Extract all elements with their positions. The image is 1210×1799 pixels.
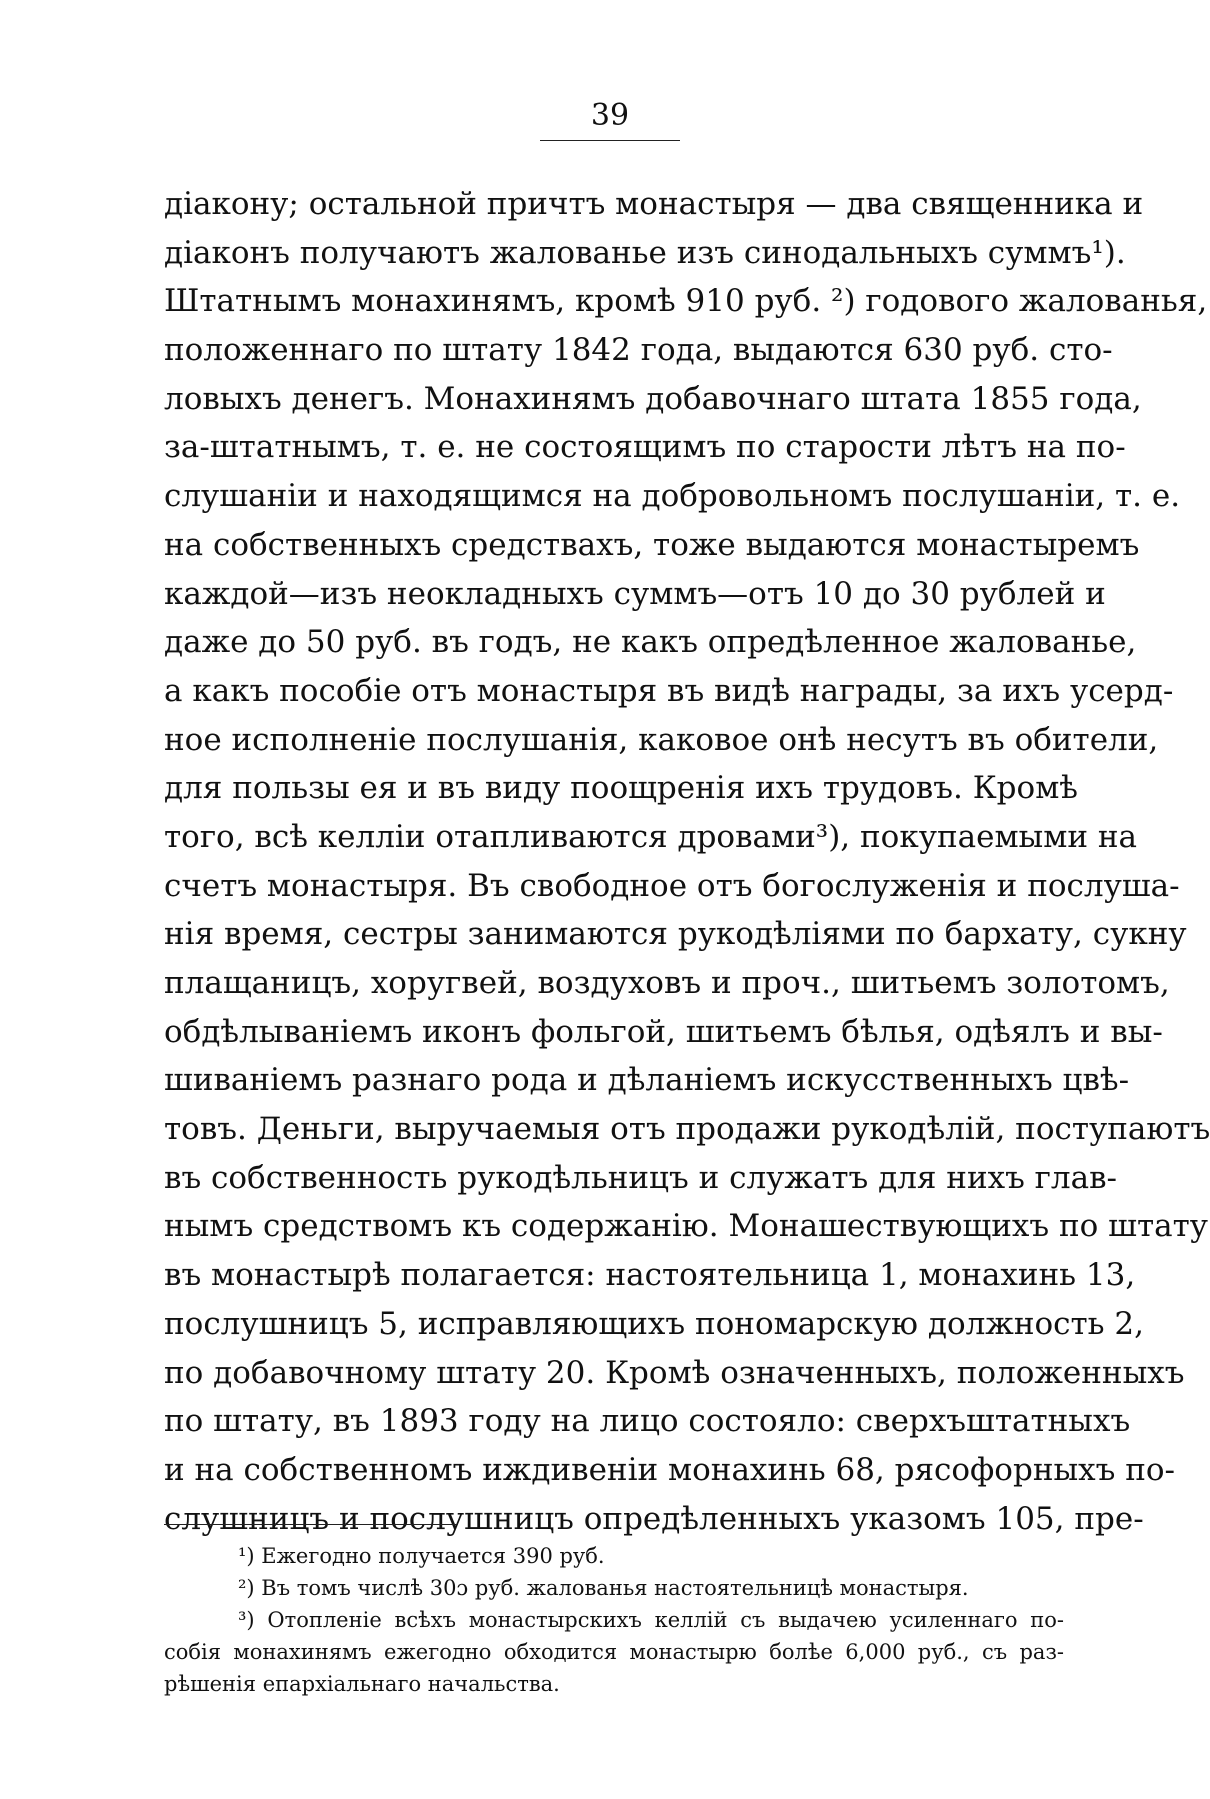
body-text <box>164 180 1210 1543</box>
body-line: послушницъ 5, исправляющихъ пономарскую должность 2, <box>164 1305 1144 1342</box>
body-line: Штатнымъ монахинямъ, кромѣ 910 руб. ²) годового жалованья, <box>164 283 1208 320</box>
body-line: а какъ пособіе отъ монастыря въ видѣ награды, за ихъ усерд- <box>164 672 1174 709</box>
body-line: на собственныхъ средствахъ, тоже выдаются монастыремъ <box>164 526 1140 563</box>
footnote-2: ²) Въ томъ числѣ 30ɔ руб. жалованья настоятельницѣ монастыря. <box>238 1576 969 1600</box>
footnote-3-end: рѣшенія епархіальнаго начальства. <box>164 1672 560 1696</box>
body-line: діаконъ получаютъ жалованье изъ синодальныхъ суммъ¹). <box>164 234 1126 271</box>
footnote-3-continued: собія монахинямъ ежегодно обходится монастырю болѣе 6,000 руб., съ раз- <box>164 1640 1064 1664</box>
body-line: по штату, въ 1893 году на лицо состояло: сверхъштатныхъ <box>164 1403 1131 1440</box>
footnote-3: ³) Отопленіе всѣхъ монастырскихъ келлій съ выдачею усиленнаго по- <box>238 1608 1064 1632</box>
body-line: слушаніи и находящимся на добровольномъ послушаніи, т. е. <box>164 478 1181 515</box>
body-line: за-штатнымъ, т. е. не состоящимъ по старости лѣтъ на по- <box>164 429 1126 466</box>
body-line: для пользы ея и въ виду поощренія ихъ трудовъ. Кромѣ <box>164 770 1079 807</box>
body-line: ное исполненіе послушанія, каковое онѣ несутъ въ обители, <box>164 721 1159 758</box>
footnote-1: ¹) Ежегодно получается 390 руб. <box>238 1544 605 1568</box>
body-line: обдѣлываніемъ иконъ фольгой, шитьемъ бѣлья, одѣялъ и вы- <box>164 1013 1163 1050</box>
footnotes <box>164 1540 1064 1700</box>
body-line: плащаницъ, хоругвей, воздуховъ и проч., шитьемъ золотомъ, <box>164 965 1170 1001</box>
body-line: даже до 50 руб. въ годъ, не какъ опредѣленное жалованье, <box>164 624 1137 661</box>
page-number: 39 <box>590 98 630 133</box>
body-line: шиваніемъ разнаго рода и дѣланіемъ искусственныхъ цвѣ- <box>164 1062 1130 1099</box>
body-line: діакону; остальной причтъ монастыря — два священника и <box>164 186 1144 222</box>
body-line: того, всѣ келліи отапливаются дровами³), покупаемыми на <box>164 818 1138 855</box>
body-line: нымъ средствомъ къ содержанію. Монашествующихъ по штату <box>164 1208 1208 1245</box>
body-line: счетъ монастыря. Въ свободное отъ богослуженія и послуша- <box>164 867 1180 904</box>
body-line: каждой—изъ неокладныхъ суммъ—отъ 10 до 30 рублей и <box>164 575 1106 612</box>
body-line: въ монастырѣ полагается: настоятельница 1, монахинь 13, <box>164 1257 1136 1294</box>
body-line: въ собственность рукодѣльницъ и служатъ для нихъ глав- <box>164 1159 1118 1196</box>
body-line: ловыхъ денегъ. Монахинямъ добавочнаго штата 1855 года, <box>164 380 1142 417</box>
page-number-rule <box>540 140 680 141</box>
body-line: по добавочному штату 20. Кромѣ означенныхъ, положенныхъ <box>164 1354 1185 1391</box>
body-line: слушницъ и послушницъ опредѣленныхъ указомъ 105, пре- <box>164 1500 1144 1537</box>
body-line: товъ. Деньги, выручаемыя отъ продажи рукодѣлій, поступаютъ <box>164 1111 1210 1148</box>
body-line: положеннаго по штату 1842 года, выдаются 630 руб. сто- <box>164 332 1113 369</box>
body-line: нія время, сестры занимаются рукодѣліями по бархату, сукну <box>164 916 1187 953</box>
body-line: и на собственномъ иждивеніи монахинь 68, рясофорныхъ по- <box>164 1451 1176 1488</box>
footnote-rule <box>164 1524 458 1525</box>
